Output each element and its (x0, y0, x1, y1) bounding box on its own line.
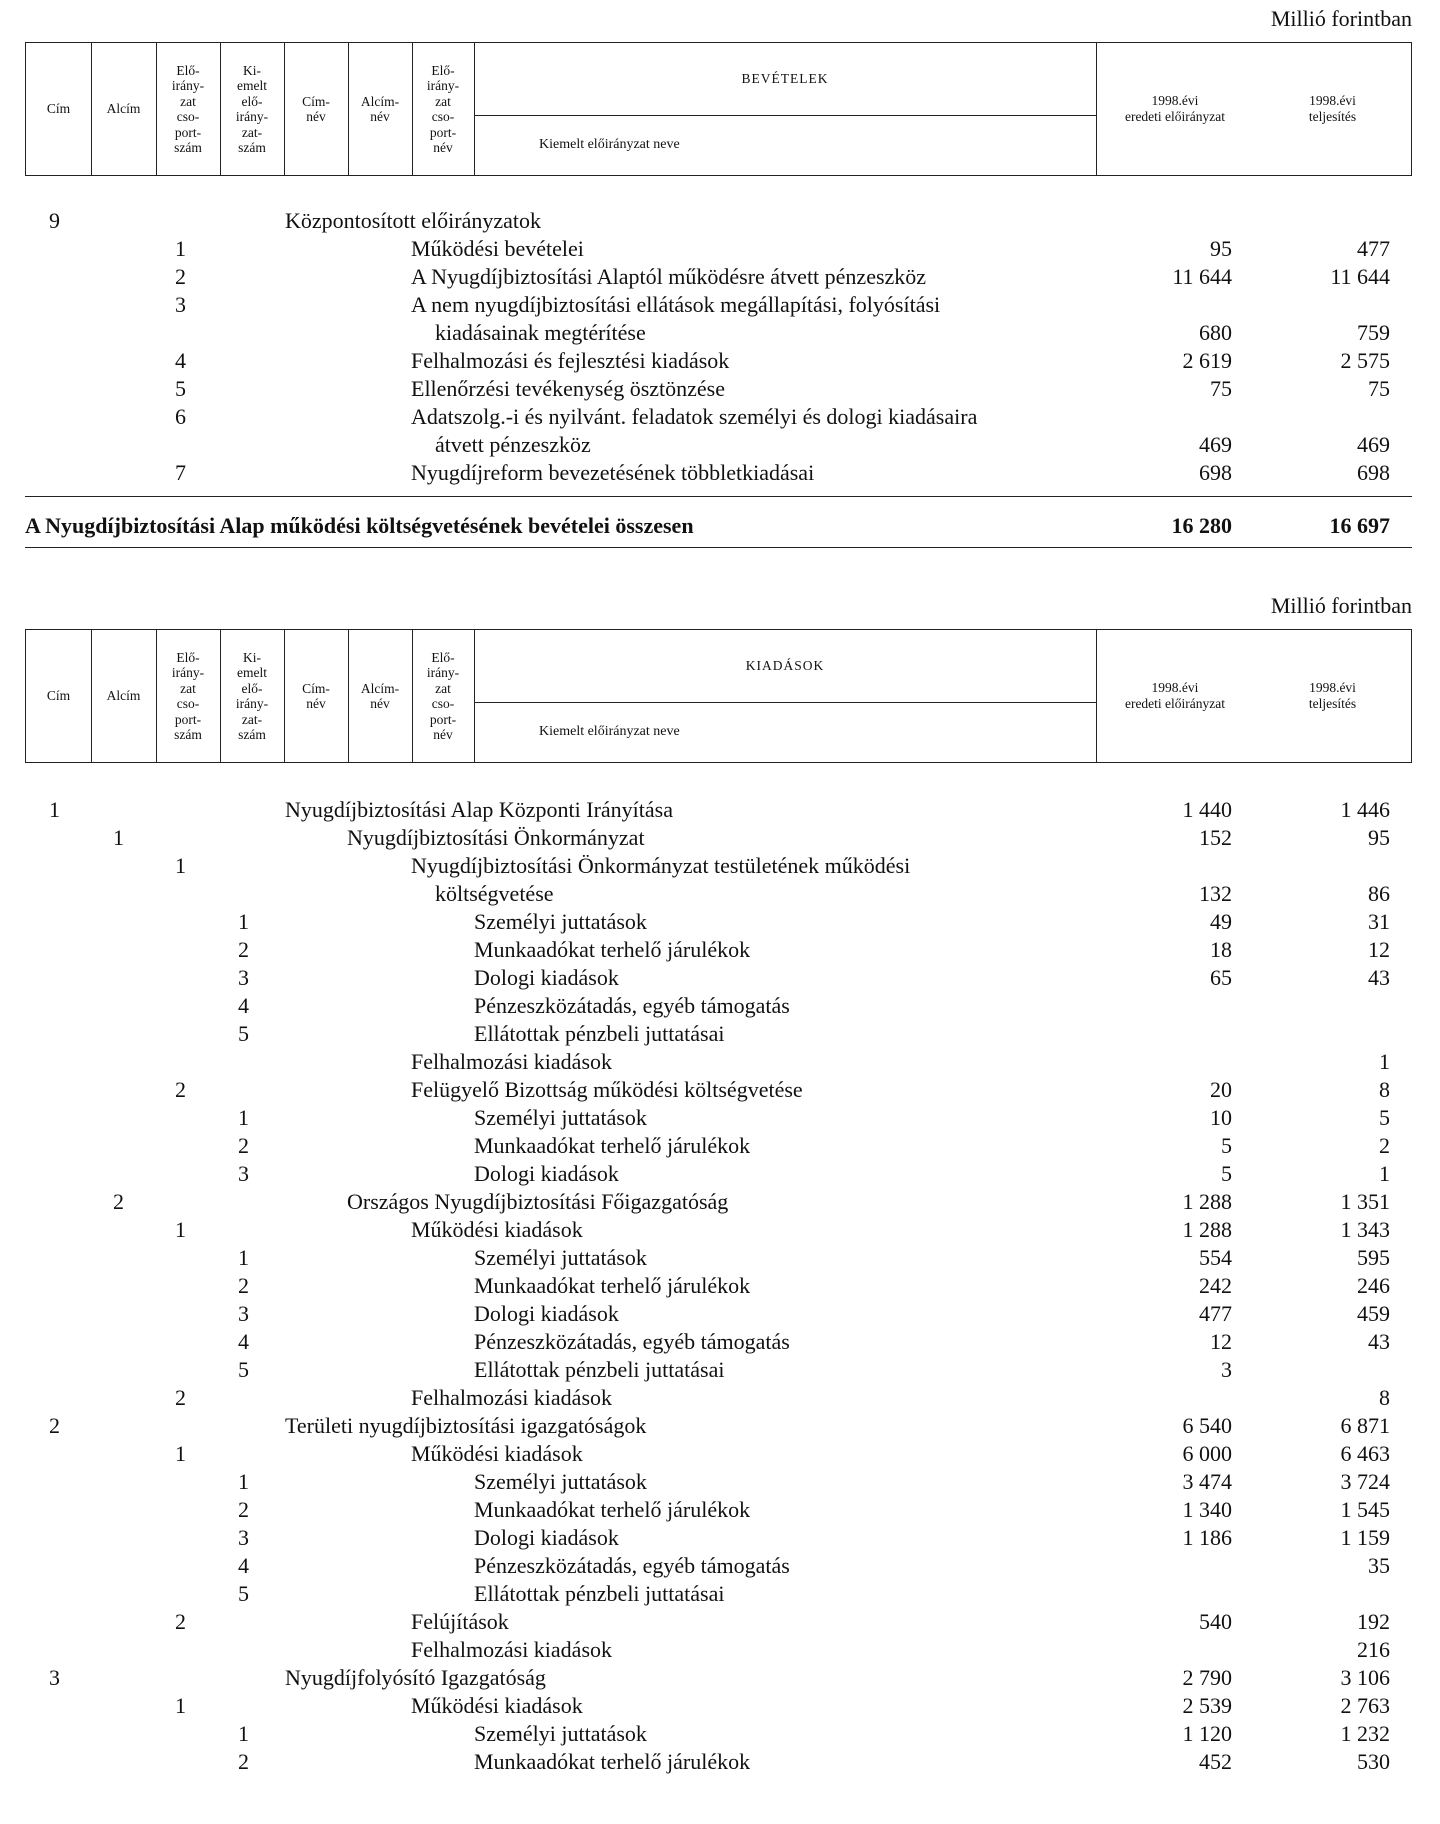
row-name: költségvetése (435, 881, 554, 906)
row-code: 5 (238, 1357, 249, 1382)
expense-row (0, 1636, 1440, 1664)
row-name: Nyugdíjbiztosítási Önkormányzat (347, 825, 645, 850)
col-eredeti-eloiranyzat: 1998.évi eredeti előirányzat (1124, 680, 1226, 711)
expense-row (0, 852, 1440, 880)
row-eredeti-value: 5 (1221, 1161, 1232, 1186)
expense-row (0, 1076, 1440, 1104)
row-code: 4 (238, 1329, 249, 1354)
row-teljesites-value: 216 (1357, 1637, 1390, 1662)
expense-row (0, 1664, 1440, 1692)
expense-row (0, 1384, 1440, 1412)
row-code: 4 (238, 1553, 249, 1578)
row-teljesites-value: 459 (1357, 1301, 1390, 1326)
row-name: Nyugdíjbiztosítási Alap Központi Irányítása (285, 797, 673, 822)
expense-row (0, 1692, 1440, 1720)
row-eredeti-value: 1 186 (1182, 1525, 1232, 1550)
row-code: 2 (238, 1133, 249, 1158)
row-code: 2 (175, 264, 186, 289)
row-eredeti-value: 3 (1221, 1357, 1232, 1382)
row-name: Ellátottak pénzbeli juttatásai (474, 1021, 725, 1046)
row-code: 7 (175, 460, 186, 485)
row-teljesites-value: 43 (1368, 965, 1390, 990)
row-eredeti-value: 20 (1210, 1077, 1232, 1102)
row-code: 1 (113, 825, 124, 850)
row-eredeti-value: 6 000 (1182, 1441, 1232, 1466)
row-eredeti-value: 680 (1199, 320, 1232, 345)
expense-row (0, 796, 1440, 824)
row-eredeti-value: 477 (1199, 1301, 1232, 1326)
expense-row (0, 1020, 1440, 1048)
row-eredeti-value: 10 (1210, 1105, 1232, 1130)
row-eredeti-value: 3 474 (1182, 1469, 1232, 1494)
section-title: KIADÁSOK (474, 630, 1096, 703)
row-eredeti-value: 540 (1199, 1609, 1232, 1634)
revenue-row (0, 319, 1440, 347)
row-eredeti-value: 2 790 (1182, 1665, 1232, 1690)
row-code: 4 (175, 348, 186, 373)
col-kiemelt-eloiranyzat-szam: Ki- emelt elő- irány- zat- szám (220, 630, 285, 762)
col-eloiranyzat-csoport-nev: Elő- irány- zat cso- port- név (412, 43, 475, 175)
row-eredeti-value: 49 (1210, 909, 1232, 934)
row-teljesites-value: 5 (1379, 1105, 1390, 1130)
row-teljesites-value: 1 159 (1340, 1525, 1390, 1550)
row-name: Munkaadókat terhelő járulékok (474, 937, 751, 962)
col-cim: Cím (26, 630, 92, 762)
row-code: 3 (238, 1301, 249, 1326)
expense-row (0, 1160, 1440, 1188)
row-eredeti-value: 75 (1210, 376, 1232, 401)
row-name: Pénzeszközátadás, egyéb támogatás (474, 1329, 790, 1354)
row-teljesites-value: 1 (1379, 1049, 1390, 1074)
row-name: Személyi juttatások (474, 1105, 647, 1130)
expense-row (0, 1552, 1440, 1580)
row-name: Működési kiadások (411, 1441, 583, 1466)
row-name: Központosított előirányzatok (285, 208, 541, 233)
row-code: 1 (175, 1693, 186, 1718)
expense-row (0, 1328, 1440, 1356)
row-name: Működési kiadások (411, 1217, 583, 1242)
row-name: Pénzeszközátadás, egyéb támogatás (474, 993, 790, 1018)
revenue-row (0, 263, 1440, 291)
col-name-block (474, 43, 1097, 175)
col-name-block (474, 630, 1097, 762)
expense-row (0, 992, 1440, 1020)
col-eloiranyzat-csoport-szam: Elő- irány- zat cso- port- szám (156, 43, 221, 175)
expense-row (0, 1216, 1440, 1244)
row-teljesites-value: 1 351 (1340, 1189, 1390, 1214)
row-name: Felhalmozási kiadások (411, 1637, 613, 1662)
col-eloiranyzat-csoport-szam: Elő- irány- zat cso- port- szám (156, 630, 221, 762)
row-eredeti-value: 698 (1199, 460, 1232, 485)
divider (25, 496, 1412, 497)
row-code: 1 (238, 1105, 249, 1130)
row-name: átvett pénzeszköz (435, 432, 591, 457)
revenue-row (0, 347, 1440, 375)
row-code: 2 (49, 1413, 60, 1438)
row-eredeti-value: 132 (1199, 881, 1232, 906)
row-code: 2 (113, 1189, 124, 1214)
col-alcim-nev: Alcím- név (348, 630, 413, 762)
col-teljesites: 1998.évi teljesítés (1308, 680, 1357, 711)
row-name: Dologi kiadások (474, 1525, 619, 1550)
row-teljesites-value: 759 (1357, 320, 1390, 345)
row-teljesites-value: 698 (1357, 460, 1390, 485)
row-eredeti-value: 5 (1221, 1133, 1232, 1158)
col-kiemelt-nev: Kiemelt előirányzat neve (539, 137, 680, 152)
row-code: 1 (238, 909, 249, 934)
expense-row (0, 964, 1440, 992)
row-teljesites-value: 469 (1357, 432, 1390, 457)
row-name: Munkaadókat terhelő járulékok (474, 1133, 751, 1158)
expense-row (0, 936, 1440, 964)
revenue-row (0, 291, 1440, 319)
row-name: Személyi juttatások (474, 909, 647, 934)
row-name: Dologi kiadások (474, 965, 619, 990)
expense-row (0, 1440, 1440, 1468)
expense-row (0, 1496, 1440, 1524)
revenue-row (0, 431, 1440, 459)
row-code: 3 (238, 1525, 249, 1550)
row-teljesites-value: 8 (1379, 1077, 1390, 1102)
expense-row (0, 1132, 1440, 1160)
expense-row (0, 1580, 1440, 1608)
expense-row (0, 908, 1440, 936)
row-name: Működési bevételei (411, 236, 584, 261)
row-eredeti-value: 95 (1210, 236, 1232, 261)
row-name: Nyugdíjreform bevezetésének többletkiadásai (411, 460, 815, 485)
expense-row (0, 1608, 1440, 1636)
row-eredeti-value: 1 440 (1182, 797, 1232, 822)
row-eredeti-value: 469 (1199, 432, 1232, 457)
unit-label: Millió forintban (1270, 6, 1412, 31)
row-eredeti-value: 1 288 (1182, 1189, 1232, 1214)
col-eloiranyzat-csoport-nev: Elő- irány- zat cso- port- név (412, 630, 475, 762)
expense-row (0, 1412, 1440, 1440)
row-name: Személyi juttatások (474, 1469, 647, 1494)
row-teljesites-value: 6 871 (1340, 1413, 1390, 1438)
row-teljesites-value: 35 (1368, 1553, 1390, 1578)
row-code: 1 (49, 797, 60, 822)
row-name: A nem nyugdíjbiztosítási ellátások megállapítási, folyósítási (411, 292, 941, 317)
row-teljesites-value: 1 545 (1340, 1497, 1390, 1522)
revenue-row (0, 235, 1440, 263)
col-kiemelt-nev: Kiemelt előirányzat neve (539, 724, 680, 739)
row-code: 5 (175, 376, 186, 401)
revenue-row (0, 207, 1440, 235)
row-eredeti-value: 18 (1210, 937, 1232, 962)
row-name: Pénzeszközátadás, egyéb támogatás (474, 1553, 790, 1578)
col-cim-nev: Cím- név (284, 630, 349, 762)
row-teljesites-value: 86 (1368, 881, 1390, 906)
row-teljesites-value: 43 (1368, 1329, 1390, 1354)
col-alcim: Alcím (91, 630, 157, 762)
row-teljesites-value: 1 232 (1340, 1721, 1390, 1746)
revenue-total-teljesites: 16 697 (1329, 513, 1390, 538)
row-code: 1 (175, 1441, 186, 1466)
row-name: Munkaadókat terhelő járulékok (474, 1273, 751, 1298)
row-eredeti-value: 12 (1210, 1329, 1232, 1354)
expense-row (0, 1748, 1440, 1776)
revenue-total-row (0, 510, 1440, 542)
row-eredeti-value: 11 644 (1172, 264, 1232, 289)
divider (25, 547, 1412, 548)
row-teljesites-value: 12 (1368, 937, 1390, 962)
row-name: Felhalmozási kiadások (411, 1049, 613, 1074)
row-eredeti-value: 452 (1199, 1749, 1232, 1774)
row-name: Nyugdíjbiztosítási Önkormányzat testületének működési (411, 853, 911, 878)
row-teljesites-value: 2 (1379, 1133, 1390, 1158)
row-name: Dologi kiadások (474, 1301, 619, 1326)
row-eredeti-value: 6 540 (1182, 1413, 1232, 1438)
row-name: Felügyelő Bizottság működési költségvetése (411, 1077, 803, 1102)
row-name: Ellátottak pénzbeli juttatásai (474, 1357, 725, 1382)
row-teljesites-value: 246 (1357, 1273, 1390, 1298)
col-teljesites: 1998.évi teljesítés (1308, 93, 1357, 124)
row-teljesites-value: 2 575 (1340, 348, 1390, 373)
expense-row (0, 1188, 1440, 1216)
expense-table-header (25, 629, 1412, 763)
row-name: Országos Nyugdíjbiztosítási Főigazgatóság (347, 1189, 729, 1214)
row-name: Működési kiadások (411, 1693, 583, 1718)
row-name: Ellenőrzési tevékenység ösztönzése (411, 376, 725, 401)
row-code: 5 (238, 1021, 249, 1046)
row-teljesites-value: 3 106 (1340, 1665, 1390, 1690)
row-code: 6 (175, 404, 186, 429)
expense-row (0, 1244, 1440, 1272)
revenue-table-header (25, 42, 1412, 176)
row-code: 1 (238, 1245, 249, 1270)
expense-row (0, 1048, 1440, 1076)
col-cim: Cím (26, 43, 92, 175)
row-teljesites-value: 192 (1357, 1609, 1390, 1634)
row-name: Személyi juttatások (474, 1245, 647, 1270)
row-code: 3 (175, 292, 186, 317)
row-teljesites-value: 1 446 (1340, 797, 1390, 822)
row-teljesites-value: 595 (1357, 1245, 1390, 1270)
expense-row (0, 1356, 1440, 1384)
row-code: 2 (175, 1385, 186, 1410)
expense-row (0, 1300, 1440, 1328)
expense-row (0, 1720, 1440, 1748)
row-eredeti-value: 2 539 (1182, 1693, 1232, 1718)
row-code: 2 (238, 1749, 249, 1774)
revenue-total-eredeti: 16 280 (1171, 513, 1232, 538)
row-eredeti-value: 242 (1199, 1273, 1232, 1298)
expense-row (0, 824, 1440, 852)
row-eredeti-value: 1 340 (1182, 1497, 1232, 1522)
row-name: kiadásainak megtérítése (435, 320, 646, 345)
row-code: 2 (238, 1273, 249, 1298)
row-name: Munkaadókat terhelő járulékok (474, 1749, 751, 1774)
row-teljesites-value: 8 (1379, 1385, 1390, 1410)
row-name: Személyi juttatások (474, 1721, 647, 1746)
row-code: 2 (238, 1497, 249, 1522)
row-teljesites-value: 75 (1368, 376, 1390, 401)
col-kiemelt-eloiranyzat-szam: Ki- emelt elő- irány- zat- szám (220, 43, 285, 175)
row-teljesites-value: 477 (1357, 236, 1390, 261)
row-name: Felhalmozási és fejlesztési kiadások (411, 348, 730, 373)
row-teljesites-value: 11 644 (1330, 264, 1390, 289)
col-eredeti-eloiranyzat: 1998.évi eredeti előirányzat (1124, 93, 1226, 124)
row-name: Felhalmozási kiadások (411, 1385, 613, 1410)
expense-row (0, 1272, 1440, 1300)
col-alcim: Alcím (91, 43, 157, 175)
row-code: 1 (238, 1721, 249, 1746)
row-code: 9 (49, 208, 60, 233)
row-code: 1 (175, 853, 186, 878)
row-code: 3 (238, 1161, 249, 1186)
expense-row (0, 1468, 1440, 1496)
row-teljesites-value: 1 (1379, 1161, 1390, 1186)
col-cim-nev: Cím- név (284, 43, 349, 175)
row-code: 1 (175, 236, 186, 261)
expense-row (0, 880, 1440, 908)
row-teljesites-value: 530 (1357, 1749, 1390, 1774)
row-code: 3 (49, 1665, 60, 1690)
row-code: 2 (175, 1609, 186, 1634)
row-code: 2 (238, 937, 249, 962)
row-teljesites-value: 3 724 (1340, 1469, 1390, 1494)
row-code: 3 (238, 965, 249, 990)
revenue-row (0, 459, 1440, 487)
row-eredeti-value: 2 619 (1182, 348, 1232, 373)
row-eredeti-value: 152 (1199, 825, 1232, 850)
expense-row (0, 1524, 1440, 1552)
row-code: 1 (238, 1469, 249, 1494)
row-eredeti-value: 65 (1210, 965, 1232, 990)
row-teljesites-value: 6 463 (1340, 1441, 1390, 1466)
revenue-row (0, 403, 1440, 431)
row-name: Ellátottak pénzbeli juttatásai (474, 1581, 725, 1606)
row-teljesites-value: 1 343 (1340, 1217, 1390, 1242)
row-teljesites-value: 31 (1368, 909, 1390, 934)
unit-label: Millió forintban (1270, 593, 1412, 618)
row-eredeti-value: 554 (1199, 1245, 1232, 1270)
row-name: A Nyugdíjbiztosítási Alaptól működésre átvett pénzeszköz (411, 264, 927, 289)
row-teljesites-value: 2 763 (1340, 1693, 1390, 1718)
row-eredeti-value: 1 288 (1182, 1217, 1232, 1242)
revenue-row (0, 375, 1440, 403)
row-code: 5 (238, 1581, 249, 1606)
revenue-total-label: A Nyugdíjbiztosítási Alap működési költségvetésének bevételei összesen (25, 513, 694, 538)
row-name: Dologi kiadások (474, 1161, 619, 1186)
row-name: Nyugdíjfolyósító Igazgatóság (285, 1665, 546, 1690)
section-title: BEVÉTELEK (474, 43, 1096, 116)
row-code: 1 (175, 1217, 186, 1242)
row-name: Felújítások (411, 1609, 509, 1634)
row-code: 2 (175, 1077, 186, 1102)
row-eredeti-value: 1 120 (1182, 1721, 1232, 1746)
row-name: Adatszolg.-i és nyilvánt. feladatok személyi és dologi kiadásaira (411, 404, 978, 429)
col-alcim-nev: Alcím- név (348, 43, 413, 175)
row-name: Munkaadókat terhelő járulékok (474, 1497, 751, 1522)
row-name: Területi nyugdíjbiztosítási igazgatóságok (285, 1413, 647, 1438)
row-teljesites-value: 95 (1368, 825, 1390, 850)
row-code: 4 (238, 993, 249, 1018)
expense-row (0, 1104, 1440, 1132)
